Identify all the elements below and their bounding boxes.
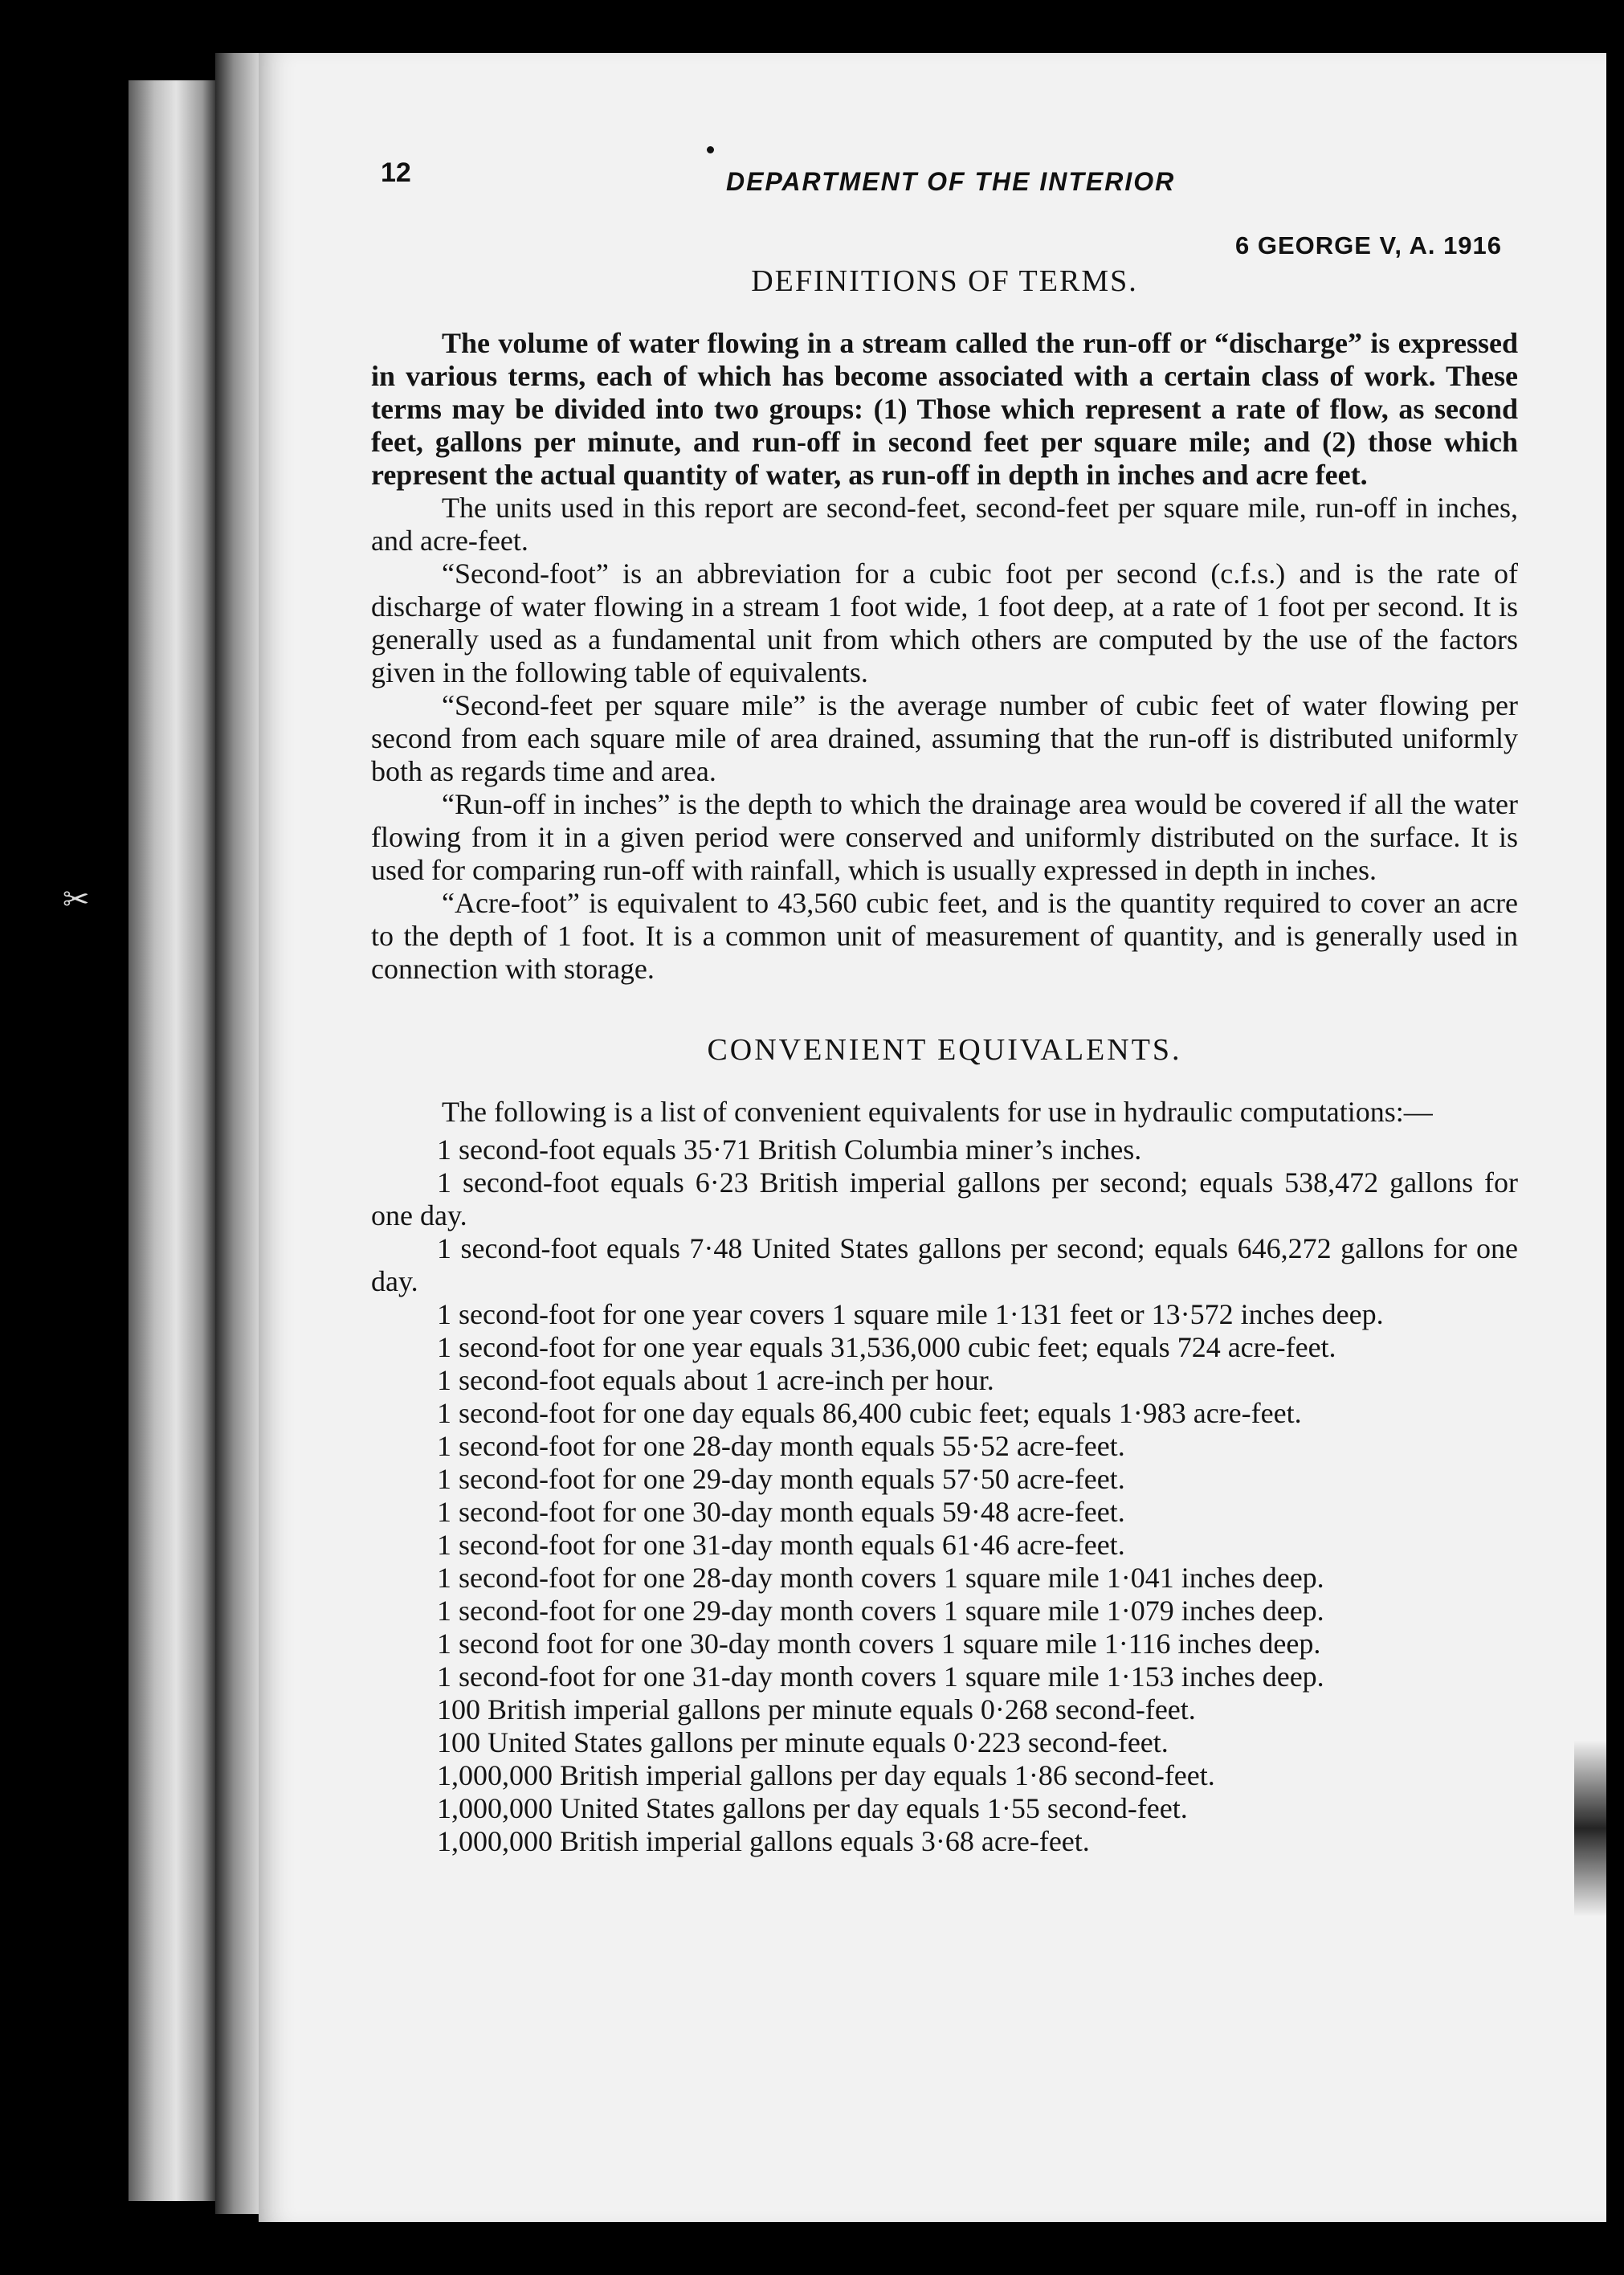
book-spine-shadow: [215, 53, 262, 2214]
list-item: 1 second-foot for one day equals 86,400 cubic feet; equals 1·983 acre-feet.: [437, 1397, 1302, 1429]
page-edge-shadow: [1574, 1740, 1606, 1917]
list-item: 1 second-foot for one 29-day month equals 57·50 acre-feet.: [437, 1463, 1125, 1495]
list-item: 1 second-foot equals 35·71 British Columbia miner’s inches.: [437, 1133, 1142, 1166]
section-heading-equivalents: CONVENIENT EQUIVALENTS.: [707, 1033, 1182, 1067]
paragraph: The units used in this report are second-feet, second-feet per square mile, run-off in inches, and acre-feet.: [371, 492, 1518, 557]
paragraph: “Second-feet per square mile” is the average number of cubic feet of water flowing per second from each square mile of area drained, assuming that the run-off is distributed uniformly both as regards time and area.: [371, 689, 1518, 787]
paragraph: “Acre-foot” is equivalent to 43,560 cubic feet, and is the quantity required to cover an acre to the depth of 1 foot. It is a common unit of measurement of quantity, and is generally used in connection with storage.: [371, 887, 1518, 985]
list-item: 1 second-foot equals 7·48 United States gallons per second; equals 646,272 gallons for one day.: [371, 1232, 1518, 1297]
underlying-page-edge: [129, 80, 215, 2201]
list-item: 1 second-foot equals about 1 acre-inch per hour.: [437, 1364, 994, 1396]
list-item: 100 United States gallons per minute equals 0·223 second-feet.: [437, 1726, 1169, 1758]
list-item: 1 second-foot for one 28-day month equals 55·52 acre-feet.: [437, 1430, 1125, 1462]
list-item: 100 British imperial gallons per minute equals 0·268 second-feet.: [437, 1693, 1196, 1726]
list-item: 1 second-foot for one year equals 31,536,000 cubic feet; equals 724 acre-feet.: [437, 1331, 1336, 1363]
print-speck: [707, 146, 714, 153]
list-item: 1 second-foot equals 6·23 British imperial gallons per second; equals 538,472 gallons for one day.: [371, 1166, 1518, 1231]
equivalents-list: [371, 1133, 1518, 1858]
paper-clip-mark: ✂: [63, 881, 90, 918]
list-item: 1 second-foot for one year covers 1 square mile 1·131 feet or 13·572 inches deep.: [437, 1298, 1384, 1330]
list-item: 1 second-foot for one 30-day month equals 59·48 acre-feet.: [437, 1496, 1125, 1528]
list-item: 1 second foot for one 30-day month covers 1 square mile 1·116 inches deep.: [437, 1628, 1321, 1660]
page-number: 12: [381, 157, 411, 188]
list-item: 1 second-foot for one 29-day month covers 1 square mile 1·079 inches deep.: [437, 1595, 1324, 1627]
page-body: [371, 257, 1518, 1858]
equivalents-intro: The following is a list of convenient equivalents for use in hydraulic computations:—: [442, 1096, 1433, 1128]
paragraph: “Run-off in inches” is the depth to which the drainage area would be covered if all the water flowing from it in a given period were conserved and uniformly distributed on the surface. It is used for comparing run-off with rainfall, which is usually expressed in depth in inches.: [371, 788, 1518, 886]
section-heading-definitions: DEFINITIONS OF TERMS.: [751, 264, 1138, 298]
list-item: 1 second-foot for one 31-day month covers 1 square mile 1·153 inches deep.: [437, 1660, 1324, 1693]
list-item: 1,000,000 British imperial gallons equals 3·68 acre-feet.: [437, 1825, 1090, 1857]
paragraph: The volume of water flowing in a stream called the run-off or “discharge” is expressed in various terms, each of which has become associated with a certain class of work. These terms may be divided into two groups: (1) Those which represent a rate of flow, as second feet, gallons per minute, and run-off in second feet per square mile; and (2) those which represent the actual quantity of water, as run-off in depth in inches and acre feet.: [371, 327, 1518, 491]
list-item: 1 second-foot for one 31-day month equals 61·46 acre-feet.: [437, 1529, 1125, 1561]
session-label: 6 GEORGE V, A. 1916: [1235, 231, 1503, 259]
paragraph: “Second-foot” is an abbreviation for a cubic foot per second (c.f.s.) and is the rate of discharge of water flowing in a stream 1 foot wide, 1 foot deep, at a rate of 1 foot per second. It is generally used as a fundamental unit from which others are computed by the use of the factors given in the following table of equivalents.: [371, 558, 1518, 688]
list-item: 1 second-foot for one 28-day month covers 1 square mile 1·041 inches deep.: [437, 1562, 1324, 1594]
list-item: 1,000,000 British imperial gallons per day equals 1·86 second-feet.: [437, 1759, 1215, 1791]
list-item: 1,000,000 United States gallons per day equals 1·55 second-feet.: [437, 1792, 1188, 1824]
running-title: DEPARTMENT OF THE INTERIOR: [726, 167, 1176, 196]
